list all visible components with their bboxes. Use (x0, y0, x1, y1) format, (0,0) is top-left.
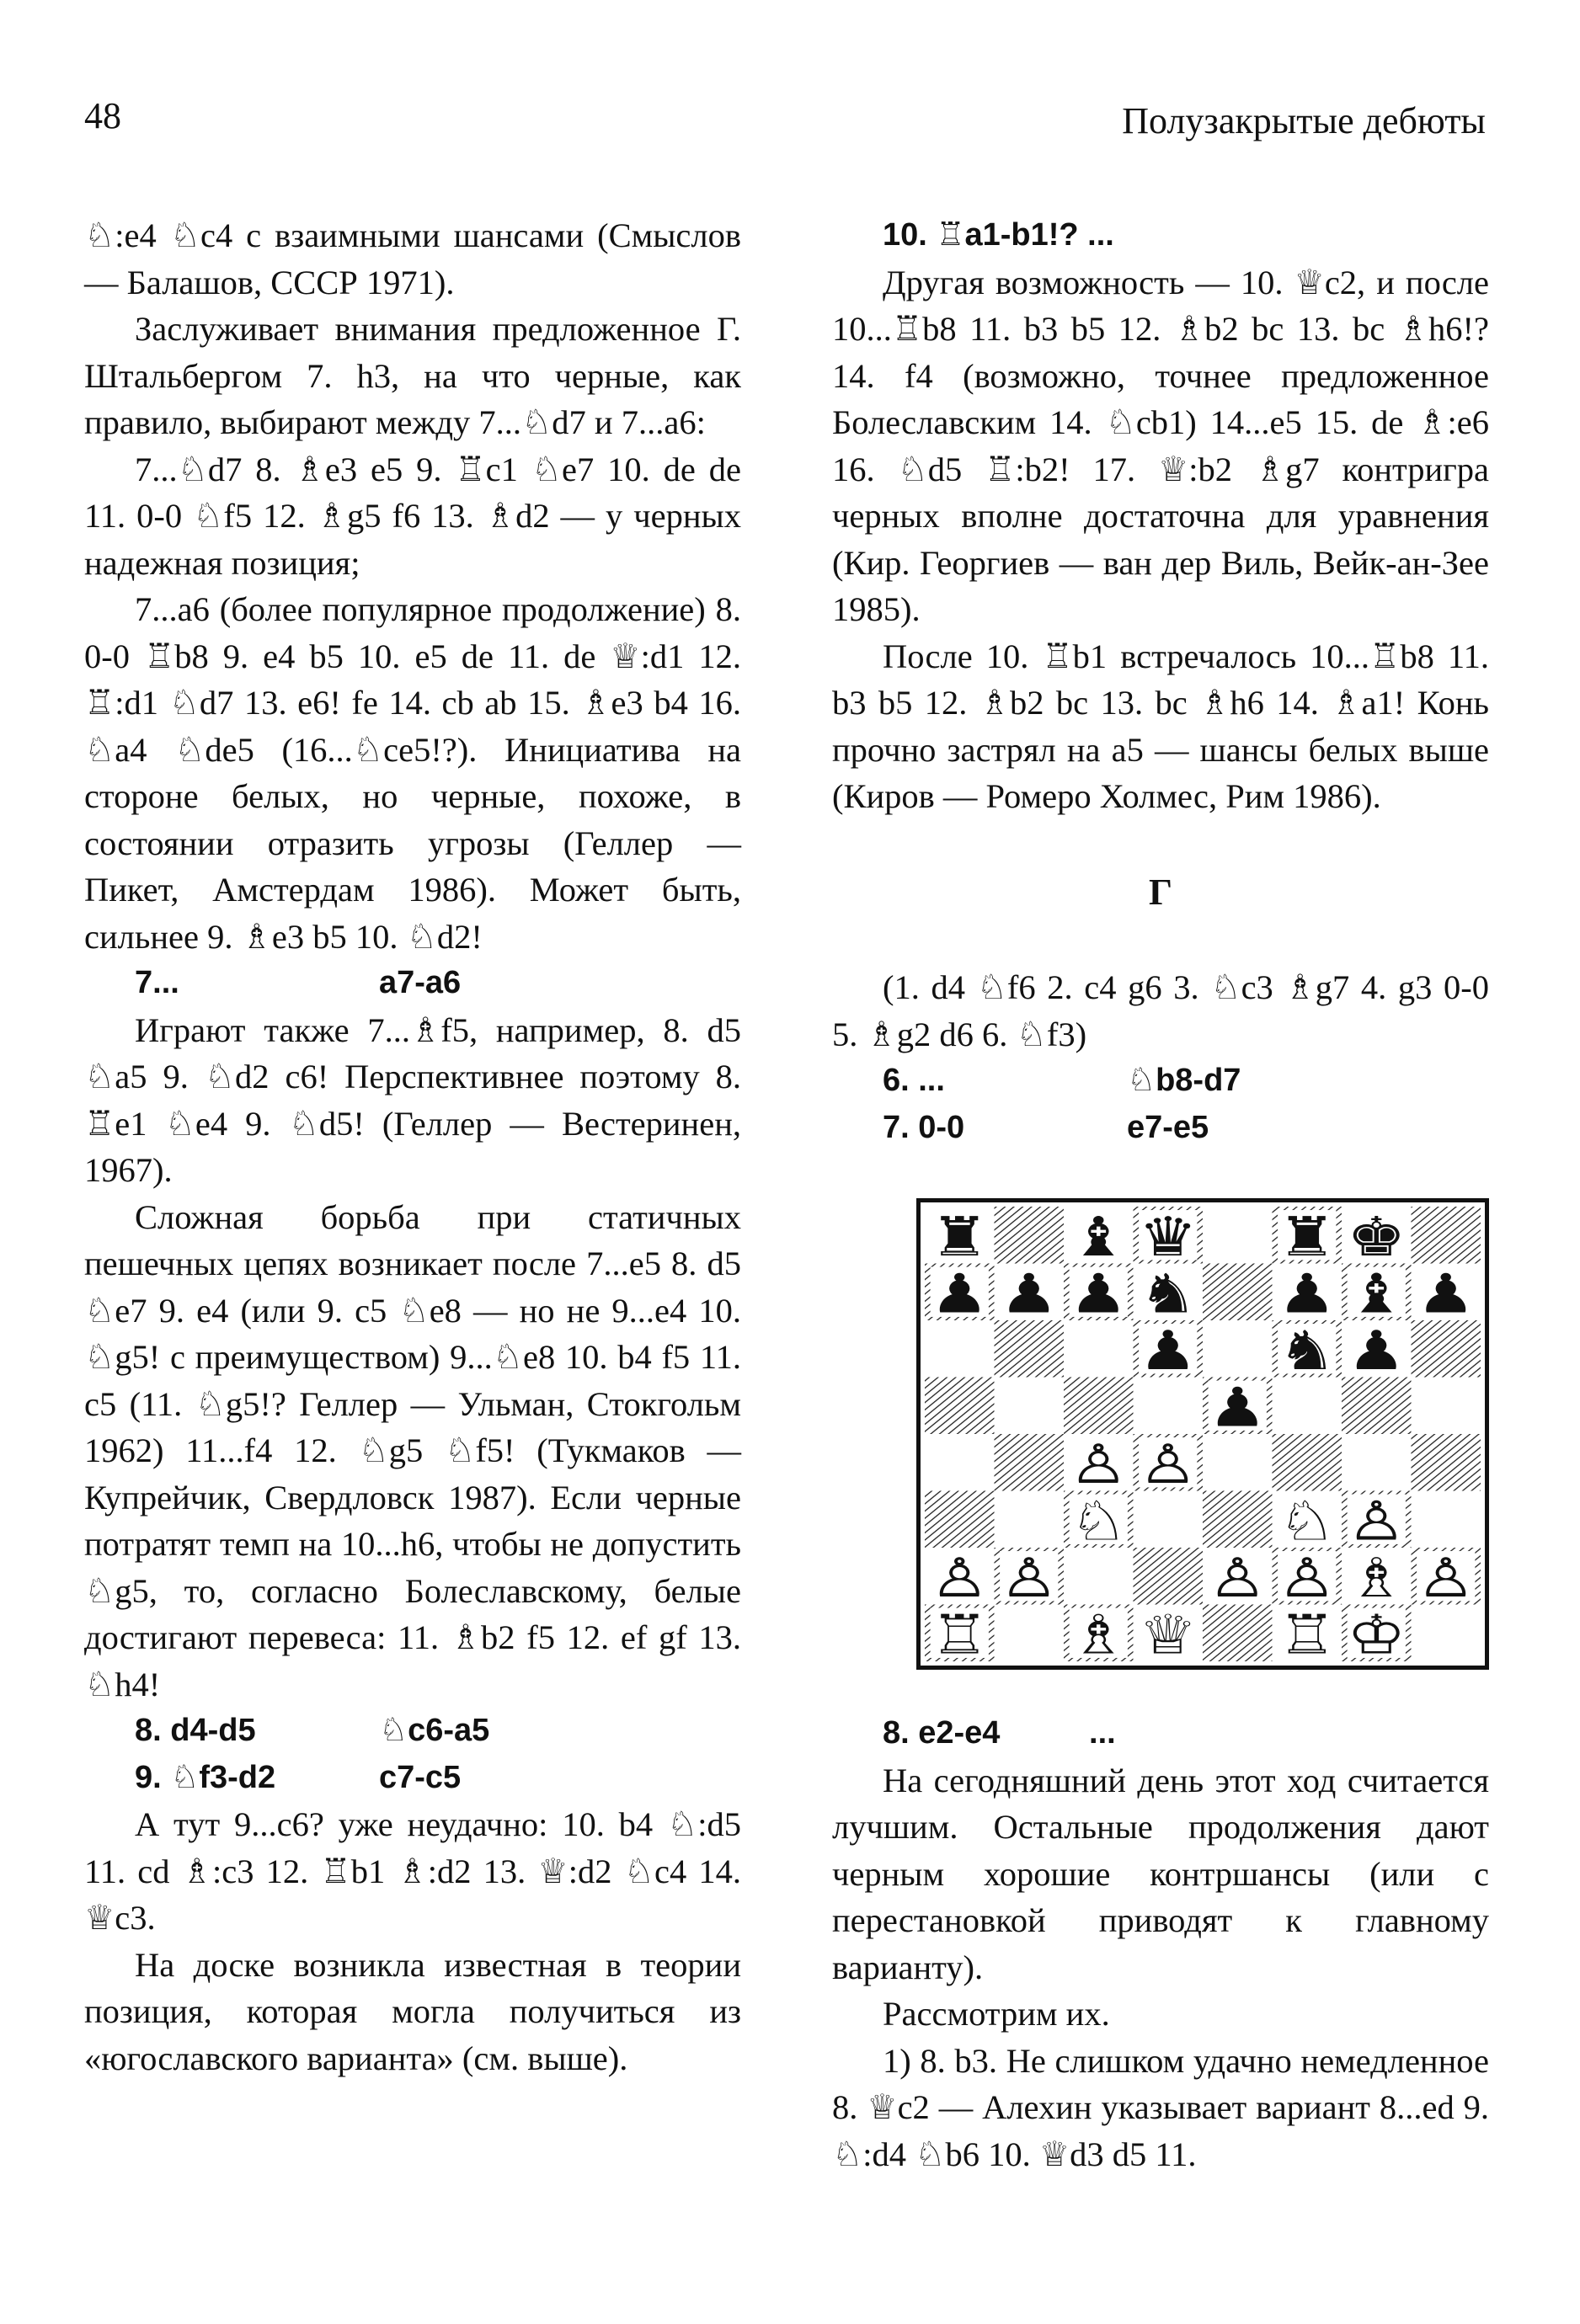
chess-piece-g6 (1347, 1319, 1406, 1382)
chess-piece-b2 (1000, 1547, 1059, 1609)
paragraph: Другая возможность — 10. ♕c2, и после 10...♖b8 11. b3 b5 12. ♗b2 bc 13. bc ♗h6!? 14. f4 (возможно, точнее предложенное Болеславским 14. ♘cb1) 14...e5 15. de ♗:e6 16. ♘d5 ♖:b2! 17. ♕:b2 ♗g7 контригра черных вполне достаточна для уравнения (Кир. Георгиев — ван дер Виль, Вейк-ан-Зее 1985). (832, 263, 1489, 628)
chess-piece-c4 (1069, 1433, 1128, 1495)
move-line: 8. e2-e4 ... (883, 1715, 1116, 1751)
paragraph: Сложная борьба при статичных пешечных цепях возникает после 7...e5 8. d5 ♘e7 9. e4 (или 9. c5 ♘e8 — но не 9...e4 10. ♘g5! с преимуществом) 9...♘e8 10. b4 f5 11. c5 (11. ♘g5!? Геллер — Ульман, Стокгольм 1962) 11...f4 12. ♘g5 ♘f5! (Тукмаков — Купрейчик, Свердловск 1987). Если черные потратят темп на 10...h6, чтобы не допустить ♘g5, то, согласно Болеславскому, белые достигают перевеса: 11. ♗b2 f5 12. ef gf 13. ♘h4! (84, 1197, 741, 1703)
white-move: 7. 0-0 (883, 1109, 965, 1145)
dark-square (1412, 1434, 1481, 1491)
chess-piece-g8 (1347, 1207, 1406, 1268)
light-square (995, 1491, 1065, 1548)
chess-piece-d7 (1139, 1262, 1198, 1325)
dark-square (925, 1491, 995, 1548)
white-move: 8. d4-d5 (135, 1713, 256, 1748)
light-square (1412, 1491, 1481, 1548)
paragraph: После 10. ♖b1 встречалось 10...♖b8 11. b3 b5 12. ♗b2 bc 13. bc ♗h6 14. ♗a1! Конь прочно застрял на a5 — шансы белых выше (Киров — Ромеро Холмес, Рим 1986). (832, 637, 1489, 815)
chess-piece-g3 (1347, 1490, 1406, 1552)
chess-piece-g2 (1347, 1547, 1406, 1609)
light-square (1273, 1378, 1342, 1435)
paragraph: На сегодняшний день этот ход считается лучшим. Остальные продолжения дают черным хорошие контршансы (или с перестановкой приводят к главному варианту). (832, 1761, 1489, 1986)
dark-square (1412, 1207, 1481, 1264)
white-move: 7... (135, 965, 179, 1000)
dark-square (995, 1320, 1065, 1378)
light-square (1203, 1207, 1273, 1264)
light-square (925, 1434, 995, 1491)
black-move: e7-e5 (1127, 1109, 1209, 1145)
chess-piece-f2 (1278, 1547, 1337, 1609)
paragraph: А тут 9...c6? уже неудачно: 10. b4 ♘:d5 11. cd ♗:c3 12. ♖b1 ♗:d2 13. ♕:d2 ♘c4 14. ♕c3. (84, 1805, 741, 1937)
paragraph: 7...♘d7 8. ♗e3 e5 9. ♖c1 ♘e7 10. de de 11. 0-0 ♘f5 12. ♗g5 f6 13. ♗d2 — у черных надежная позиция; (84, 450, 741, 582)
dark-square (1203, 1491, 1273, 1548)
dark-square (1134, 1548, 1204, 1605)
chess-piece-d1 (1139, 1603, 1198, 1661)
light-square (1064, 1548, 1134, 1605)
left-column (84, 212, 741, 2081)
chess-board (916, 1198, 1489, 1670)
light-square (1203, 1320, 1273, 1378)
chess-piece-d4 (1139, 1433, 1198, 1495)
dark-square (1342, 1378, 1412, 1435)
light-square (1134, 1378, 1204, 1435)
chess-piece-e2 (1208, 1547, 1267, 1609)
move-line (84, 1708, 741, 1755)
chess-diagram (916, 1198, 1489, 1670)
chess-piece-f8 (1278, 1207, 1337, 1268)
paragraph: На доске возникла известная в теории позиция, которая могла получиться из «югославского варианта» (см. выше). (84, 1945, 741, 2077)
chess-piece-c1 (1069, 1603, 1128, 1661)
light-square (1412, 1605, 1481, 1662)
light-square (925, 1320, 995, 1378)
chess-piece-b7 (1000, 1262, 1059, 1325)
chess-piece-f7 (1278, 1262, 1337, 1325)
chess-piece-a2 (930, 1547, 989, 1609)
chess-piece-f6 (1278, 1319, 1337, 1382)
running-title: Полузакрытые дебюты (1122, 100, 1486, 141)
light-square (995, 1378, 1065, 1435)
chess-piece-c7 (1069, 1262, 1128, 1325)
black-move: ♘c6-a5 (379, 1713, 490, 1748)
black-move: ♘b8-d7 (1127, 1063, 1241, 1098)
chess-piece-c8 (1069, 1207, 1128, 1268)
paragraph: Рассмотрим их. (883, 1995, 1110, 2033)
light-square (1342, 1434, 1412, 1491)
paragraph: 7...a6 (более популярное продолжение) 8. 0-0 ♖b8 9. e4 b5 10. e5 de 11. de ♕:d1 12. ♖:d1 ♘d7 13. e6! fe 14. cb ab 15. ♗e3 b4 16. ♘a4 ♘de5 (16...♘ce5!?). Инициатива на стороне белых, но черные, похоже, в состоянии отразить угрозы (Геллер — Пикет, Амстердам 1986). Может быть, сильнее 9. ♗e3 b5 10. ♘d2! (84, 590, 741, 956)
dark-square (995, 1207, 1065, 1264)
white-move: 9. ♘f3-d2 (135, 1759, 276, 1795)
move-line: 10. ♖a1-b1!? ... (883, 217, 1114, 253)
move-line (84, 1755, 741, 1802)
chess-piece-g7 (1347, 1262, 1406, 1325)
dark-square (1203, 1264, 1273, 1321)
move-line (84, 960, 741, 1007)
chess-piece-g1 (1347, 1603, 1406, 1661)
paragraph: ♘:e4 ♘c4 с взаимными шансами (Смыслов — Балашов, СССР 1971). (84, 216, 741, 301)
light-square (1134, 1491, 1204, 1548)
paragraph: Заслуживает внимания предложенное Г. Штальбергом 7. h3, на что черные, как правило, выбирают между 7...♘d7 и 7...a6: (84, 310, 741, 441)
chess-piece-a8 (930, 1207, 989, 1268)
paragraph: (1. d4 ♘f6 2. c4 g6 3. ♘c3 ♗g7 4. g3 0-0 5. ♗g2 d6 6. ♘f3) (832, 968, 1489, 1053)
chess-piece-a7 (930, 1262, 989, 1325)
right-column (832, 212, 1489, 2177)
dark-square (995, 1434, 1065, 1491)
chess-piece-d8 (1139, 1207, 1198, 1268)
light-square (995, 1605, 1065, 1662)
paragraph: Играют также 7...♗f5, например, 8. d5 ♘a5 9. ♘d2 c6! Перспективнее поэтому 8. ♖e1 ♘e4 9. ♘d5! (Геллер — Вестеринен, 1967). (84, 1010, 741, 1189)
light-square (1064, 1320, 1134, 1378)
dark-square (1412, 1320, 1481, 1378)
paragraph: 1) 8. b3. Не слишком удачно немедленное 8. ♕c2 — Алехин указывает вариант 8...ed 9. ♘:d4 ♘b6 10. ♕d3 d5 11. (832, 2041, 1489, 2173)
board-svg (925, 1207, 1481, 1661)
black-move: a7-a6 (379, 965, 462, 1000)
light-square (1412, 1378, 1481, 1435)
black-move: c7-c5 (379, 1759, 462, 1795)
light-square (1203, 1434, 1273, 1491)
white-move: 6. ... (883, 1063, 945, 1098)
chess-piece-a1 (930, 1603, 989, 1661)
chess-piece-d6 (1139, 1319, 1198, 1382)
move-line (832, 1058, 1489, 1105)
dark-square (925, 1378, 995, 1435)
section-heading: Г (1149, 871, 1172, 913)
chess-piece-c3 (1069, 1490, 1128, 1552)
dark-square (1203, 1605, 1273, 1662)
chess-piece-f3 (1278, 1490, 1337, 1552)
page-number: 48 (84, 95, 121, 136)
dark-square (1273, 1434, 1342, 1491)
chess-piece-f1 (1278, 1603, 1337, 1661)
dark-square (1064, 1378, 1134, 1435)
move-line (832, 1105, 1489, 1152)
chess-piece-e5 (1208, 1376, 1267, 1438)
chess-piece-h7 (1417, 1262, 1476, 1325)
chess-piece-h2 (1417, 1547, 1476, 1609)
